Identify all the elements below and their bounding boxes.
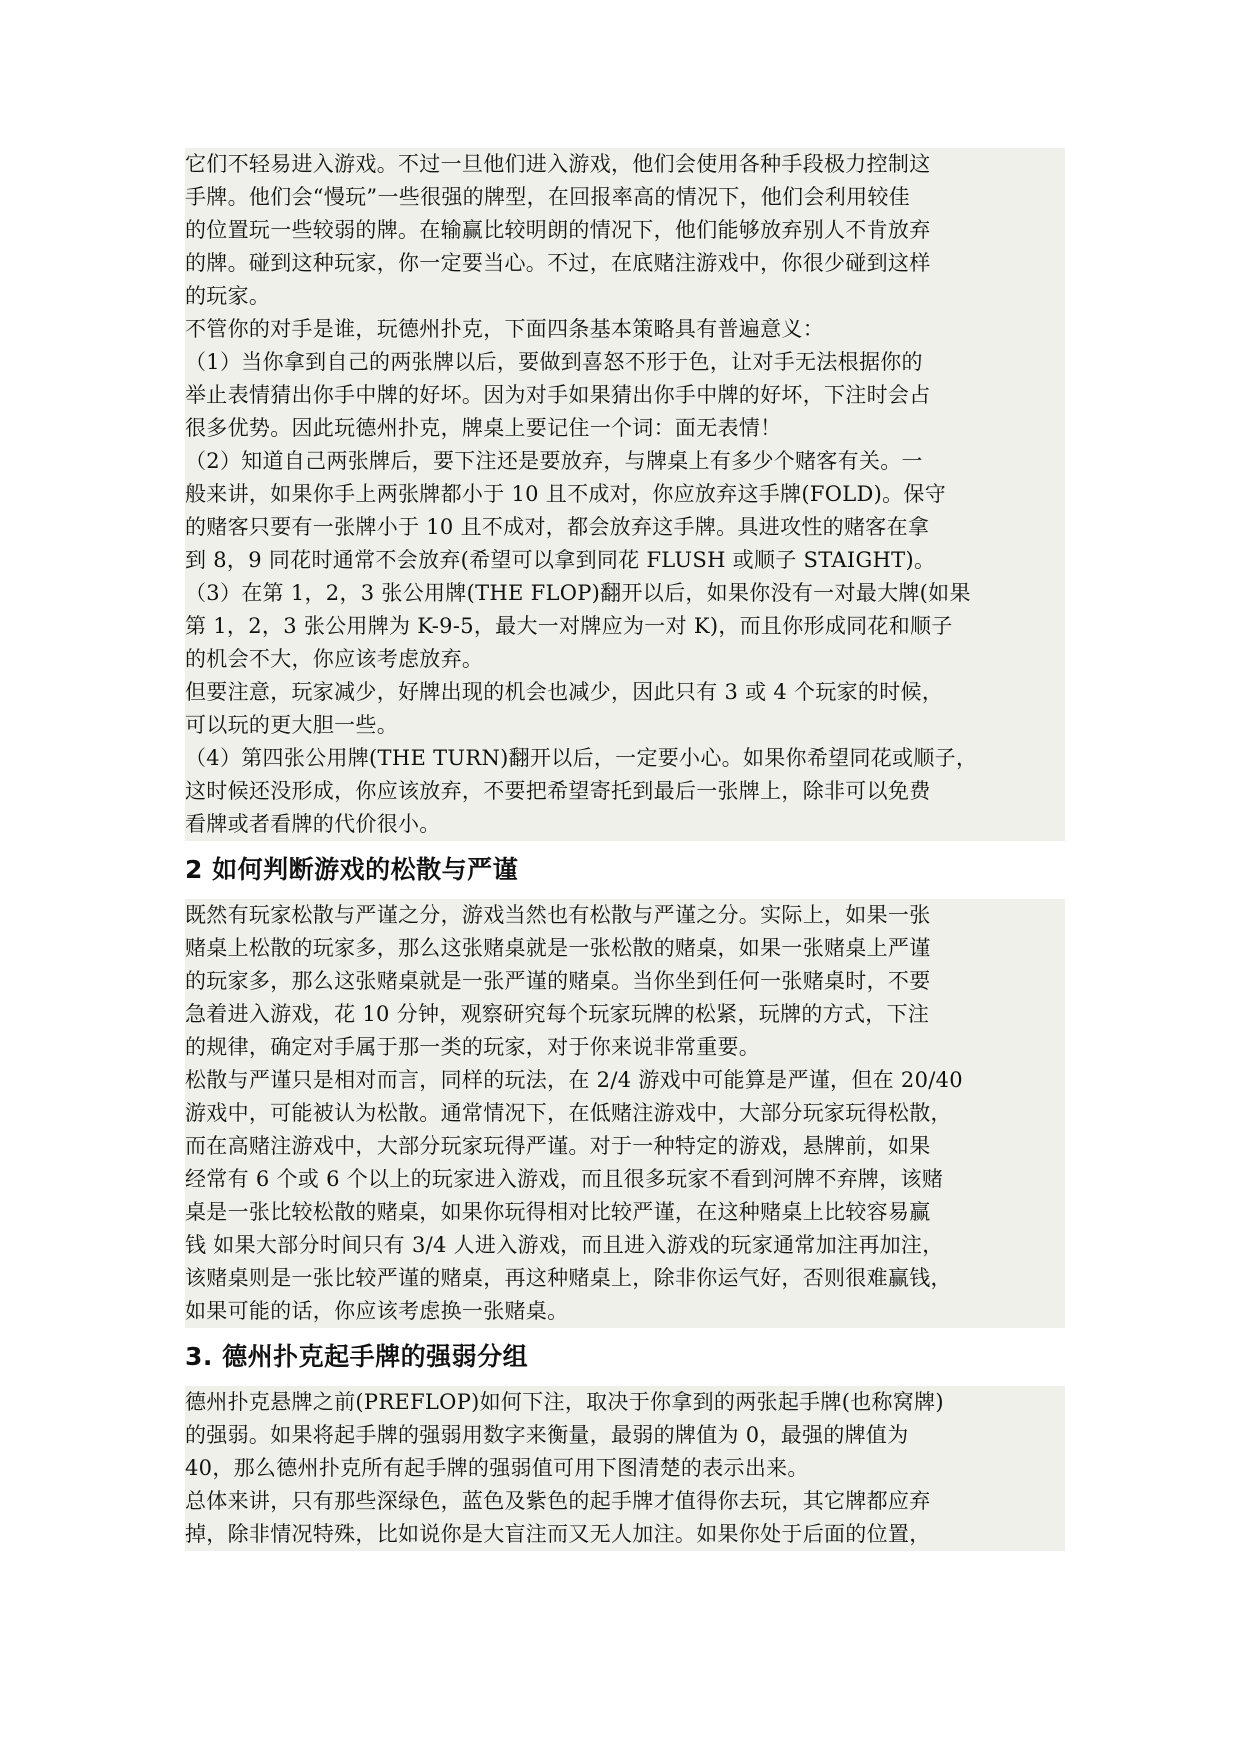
text-line: 经常有 6 个或 6 个以上的玩家进入游戏，而且很多玩家不看到河牌不弃牌，该赌 (185, 1167, 944, 1191)
text-line: 赌桌上松散的玩家多，那么这张赌桌就是一张松散的赌桌，如果一张赌桌上严谨 (185, 936, 931, 960)
text-line: （1）当你拿到自己的两张牌以后，要做到喜怒不形于色，让对手无法根据你的 (185, 350, 923, 374)
text-line: （3）在第 1，2，3 张公用牌(THE FLOP)翻开以后，如果你没有一对最大牌(如果 (185, 581, 971, 605)
text-line: 举止表情猜出你手中牌的好坏。因为对手如果猜出你手中牌的好坏，下注时会占 (185, 383, 931, 407)
text-line: 它们不轻易进入游戏。不过一旦他们进入游戏，他们会使用各种手段极力控制这 (185, 152, 931, 176)
text-line: 的位置玩一些较弱的牌。在输赢比较明朗的情况下，他们能够放弃别人不肯放弃 (185, 218, 931, 242)
text-line: （2）知道自己两张牌后，要下注还是要放弃，与牌桌上有多少个赌客有关。一 (185, 449, 923, 473)
text-line: 的强弱。如果将起手牌的强弱用数字来衡量，最弱的牌值为 0，最强的牌值为 (185, 1423, 909, 1447)
text-line: 的规律，确定对手属于那一类的玩家，对于你来说非常重要。 (185, 1035, 761, 1059)
text-line: 第 1，2，3 张公用牌为 K-9-5，最大一对牌应为一对 K)，而且你形成同花和顺子 (185, 614, 953, 638)
text-line: 松散与严谨只是相对而言，同样的玩法，在 2/4 游戏中可能算是严谨，但在 20/40 (185, 1068, 963, 1092)
section-heading-3: 3. 德州扑克起手牌的强弱分组 (185, 1342, 529, 1371)
text-line: 的玩家。 (185, 284, 271, 308)
paragraph-block-3 (185, 1386, 1065, 1551)
text-line: 掉，除非情况特殊，比如说你是大盲注而又无人加注。如果你处于后面的位置， (185, 1522, 931, 1546)
text-line: 总体来讲，只有那些深绿色，蓝色及紫色的起手牌才值得你去玩，其它牌都应弃 (185, 1489, 931, 1513)
paragraph-block-2 (185, 899, 1065, 1328)
text-line: 很多优势。因此玩德州扑克，牌桌上要记住一个词：面无表情！ (185, 416, 782, 440)
text-line: 急着进入游戏，花 10 分钟，观察研究每个玩家玩牌的松紧，玩牌的方式，下注 (185, 1002, 930, 1026)
text-line: 游戏中，可能被认为松散。通常情况下，在低赌注游戏中，大部分玩家玩得松散， (185, 1101, 952, 1125)
text-line: 看牌或者看牌的代价很小。 (185, 812, 441, 836)
document-page (185, 148, 1065, 1551)
text-line: 这时候还没形成，你应该放弃，不要把希望寄托到最后一张牌上，除非可以免费 (185, 779, 931, 803)
text-line: 不管你的对手是谁，玩德州扑克，下面四条基本策略具有普遍意义： (185, 317, 824, 341)
text-line: 如果可能的话，你应该考虑换一张赌桌。 (185, 1299, 569, 1323)
text-line: 桌是一张比较松散的赌桌，如果你玩得相对比较严谨，在这种赌桌上比较容易赢 (185, 1200, 931, 1224)
text-line: 到 8，9 同花时通常不会放弃(希望可以拿到同花 FLUSH 或顺子 STAIGHT)。 (185, 548, 936, 572)
text-line: 该赌桌则是一张比较严谨的赌桌，再这种赌桌上，除非你运气好，否则很难赢钱， (185, 1266, 952, 1290)
text-line: 而在高赌注游戏中，大部分玩家玩得严谨。对于一种特定的游戏，悬牌前，如果 (185, 1134, 931, 1158)
text-line: 既然有玩家松散与严谨之分，游戏当然也有松散与严谨之分。实际上，如果一张 (185, 903, 931, 927)
text-line: 可以玩的更大胆一些。 (185, 713, 398, 737)
text-line: 的赌客只要有一张牌小于 10 且不成对，都会放弃这手牌。具进攻性的赌客在拿 (185, 515, 930, 539)
text-line: 40，那么德州扑克所有起手牌的强弱值可用下图清楚的表示出来。 (185, 1456, 809, 1480)
text-line: 的牌。碰到这种玩家，你一定要当心。不过，在底赌注游戏中，你很少碰到这样 (185, 251, 931, 275)
text-line: 但要注意，玩家减少，好牌出现的机会也减少，因此只有 3 或 4 个玩家的时候， (185, 680, 944, 704)
text-line: 钱 如果大部分时间只有 3/4 人进入游戏，而且进入游戏的玩家通常加注再加注， (185, 1233, 944, 1257)
text-line: 手牌。他们会“慢玩”一些很强的牌型，在回报率高的情况下，他们会利用较佳 (185, 185, 910, 209)
text-line: （4）第四张公用牌(THE TURN)翻开以后，一定要小心。如果你希望同花或顺子， (185, 746, 978, 770)
section-heading-2: 2 如何判断游戏的松散与严谨 (185, 855, 519, 884)
text-line: 般来讲，如果你手上两张牌都小于 10 且不成对，你应放弃这手牌(FOLD)。保守 (185, 482, 947, 506)
text-line: 的玩家多，那么这张赌桌就是一张严谨的赌桌。当你坐到任何一张赌桌时，不要 (185, 969, 931, 993)
paragraph-block-1 (185, 148, 1065, 841)
text-line: 德州扑克悬牌之前(PREFLOP)如何下注，取决于你拿到的两张起手牌(也称窝牌) (185, 1390, 944, 1414)
text-line: 的机会不大，你应该考虑放弃。 (185, 647, 484, 671)
